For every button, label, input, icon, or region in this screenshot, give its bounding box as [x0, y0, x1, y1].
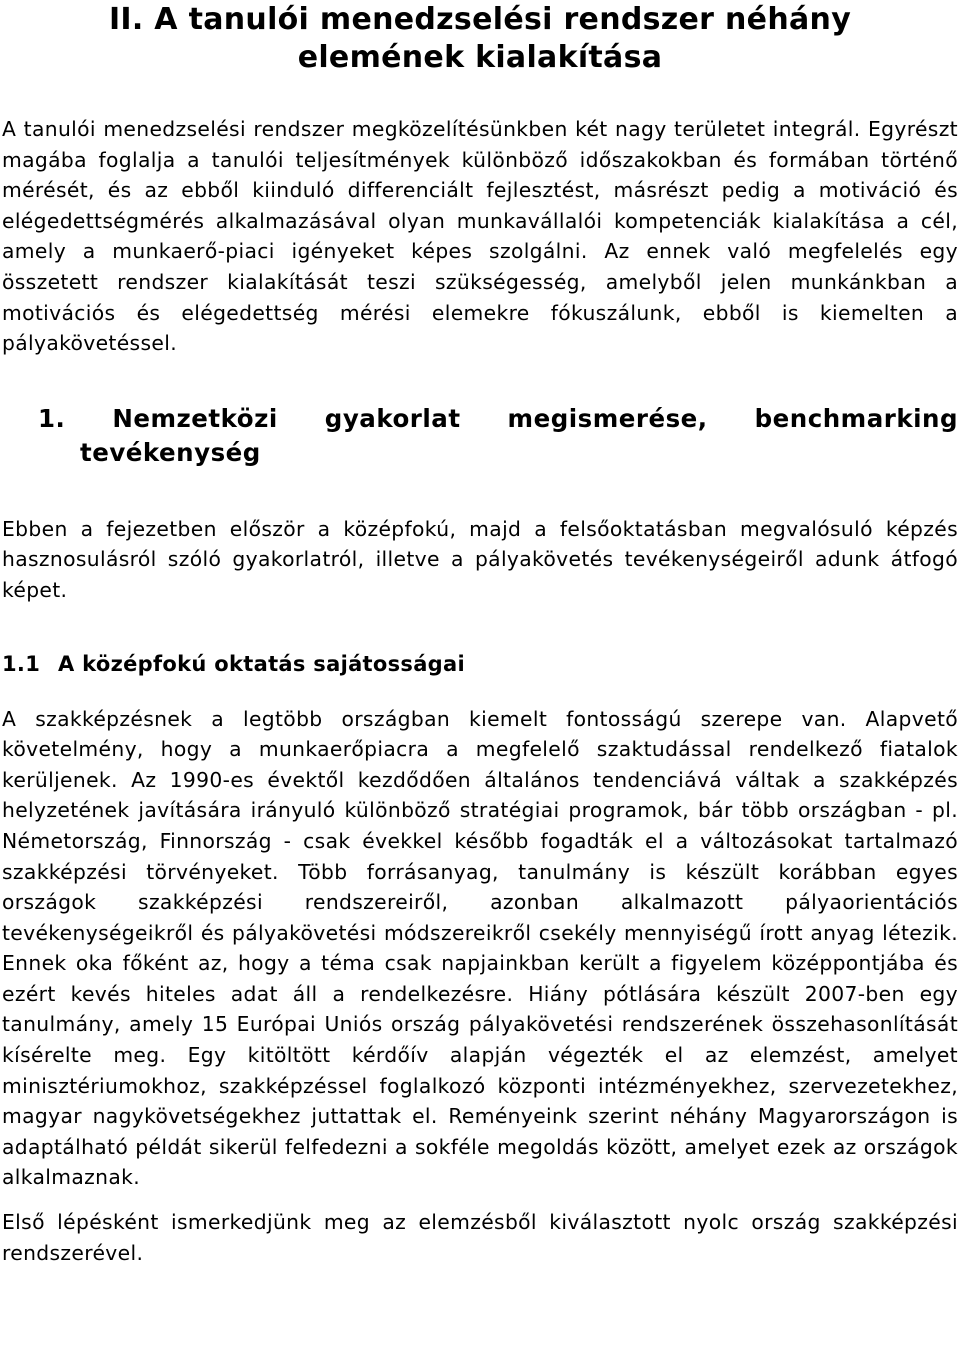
section-1-1-title: A középfokú oktatás sajátosságai	[58, 651, 465, 676]
chapter-title	[2, 0, 958, 77]
section-1-1-heading	[2, 649, 958, 679]
section-1-1-paragraph-2: Első lépésként ismerkedjünk meg az elemzésből kiválasztott nyolc ország szakképzési rendszerével.	[2, 1210, 958, 1265]
chapter-title-line1: II. A tanulói menedzselési rendszer néhány	[108, 2, 852, 37]
section-1-1-paragraph-1: A szakképzésnek a legtöbb országban kiemelt fontosságú szerepe van. Alapvető követelmény, hogy a munkaerőpiacra a megfelelő szaktudással rendelkező fiatalok kerüljenek. Az 1990-es évektől kezdődően általános tendenciává váltak a szakképzés helyzetének javítására irányuló különböző stratégiai programok, bár több országban - pl. Németország, Finnország - csak évekkel később fogadták el a változásokat tartalmazó szakképzési törvényeket. Több forrásanyag, tanulmány is készült korábban egyes országok szakképzési rendszereiről, azonban alkalmazott pályaorientációs tevékenységeikről és pályakövetési módszereikről csekély mennyiségű írott anyag létezik. Ennek oka főként az, hogy a téma csak napjainkban került a figyelem középpontjába és ezért kevés hiteles adat áll a rendelkezésre. Hiány pótlására készült 2007-ben egy tanulmány, amely 15 Európai Uniós ország pályakövetési rendszerének összehasonlítását kísérelte meg. Egy kitöltött kérdőív alapján végezték el az elemzést, amelyet minisztériumokhoz, szakképzéssel foglalkozó központi intézményekhez, szervezetekhez, magyar nagykövetségekhez juttattak el. Reményeink szerint néhány Magyarországon is adaptálható példát sikerül felfedezni a sokféle megoldás között, amelyet ezek az országok alkalmaznak.	[2, 706, 958, 1190]
intro-paragraph: A tanulói menedzselési rendszer megközelítésünkben két nagy területet integrál. Egyrészt magába foglalja a tanulói teljesítmények különböző időszakokban és formában történő mérését, és az ebből kiinduló differenciált fejlesztést, másrészt pedig a motiváció és elégedettségmérés alkalmazásával olyan munkavállalói kompetenciák kialakítása a cél, amely a munkaerő-piaci igényeket képes szolgálni. Az ennek való megfelelés egy összetett rendszer kialakítását teszi szükségesség, amelyből jelen munkánkban a motivációs és elégedettség mérési elemekre fókuszálunk, ebből is kiemelten a pályakövetéssel.	[2, 117, 958, 356]
section-1-1-number: 1.1	[2, 651, 41, 676]
section-1-heading: 1. Nemzetközi gyakorlat megismerése, benchmarking tevékenység	[38, 403, 958, 467]
chapter-title-line2: elemének kialakítása	[297, 40, 663, 75]
section-1-paragraph: Ebben a fejezetben először a középfokú, majd a felsőoktatásban megvalósuló képzés hasznosulásról szóló gyakorlatról, illetve a pályakövetés tevékenységeiről adunk átfogó képet.	[2, 516, 958, 602]
